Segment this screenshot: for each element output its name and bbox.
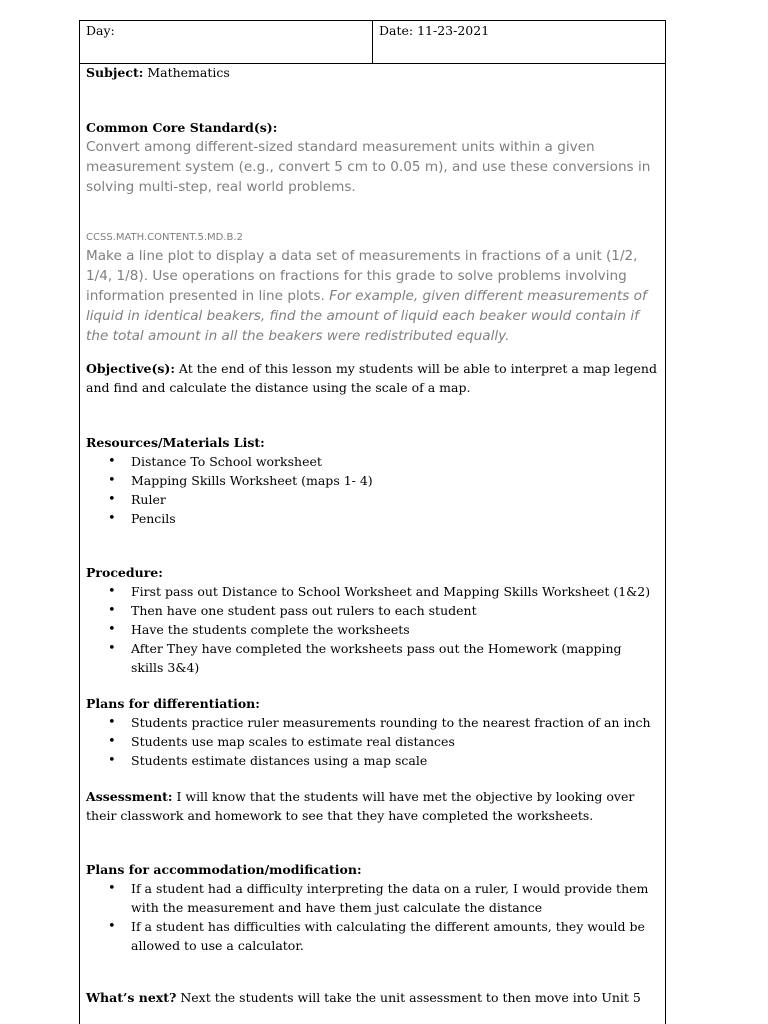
standard-code: CCSS.MATH.CONTENT.5.MD.B.2 [86, 232, 243, 243]
list-item: • If a student has difficulties with calculating the different amounts, they would be allowed to use a calculator. [86, 917, 661, 955]
list-item: • Have the students complete the worksheets [86, 620, 661, 639]
standards-text-2-italic: For example, given different measurements of liquid in identical beakers, find the amount of liquid each beaker would contain if the total amount in all the beakers were redistributed equally. [86, 288, 647, 344]
assessment-text: I will know that the students will have met the objective by looking over their classwork and homework to see that they have completed the worksheets. [86, 789, 635, 823]
whats-next-text: Next the students will take the unit assessment to then move into Unit 5 [180, 990, 641, 1005]
whats-next-label: What’s next? [86, 990, 177, 1005]
day-label: Day: [86, 23, 115, 38]
accommodation-list [86, 879, 661, 955]
standards-text-2 [86, 246, 661, 346]
subject-value: Mathematics [147, 65, 230, 80]
standards-text-1: Convert among different-sized standard measurement units within a given measurement system (e.g., convert 5 cm to 0.05 m), and use these conversions in solving multi-step, real world problems. [86, 139, 651, 195]
list-item: • Distance To School worksheet [86, 452, 373, 471]
standards-label: Common Core Standard(s): [86, 120, 278, 135]
procedure-label: Procedure: [86, 565, 163, 580]
lesson-plan-page [79, 20, 666, 1024]
assessment-label: Assessment: [86, 789, 173, 804]
subject-label: Subject: [86, 65, 144, 80]
procedure-list [86, 582, 661, 677]
standards-text-2-main: Make a line plot to display a data set of measurements in fractions of a unit (1/2, 1/4, 1/8). Use operations on fractions for this grade to solve problems involving information presented in line plots. [86, 248, 638, 304]
resources-label: Resources/Materials List: [86, 435, 265, 450]
date-value: 11-23-2021 [417, 23, 490, 38]
resources-list [86, 452, 373, 528]
differentiation-list [86, 713, 661, 770]
subject-line [86, 63, 230, 82]
accommodation-label: Plans for accommodation/modification: [86, 862, 362, 877]
list-item: • Students practice ruler measurements rounding to the nearest fraction of an inch [86, 713, 661, 732]
objective-text: At the end of this lesson my students will be able to interpret a map legend and find and calculate the distance using the scale of a map. [86, 361, 657, 395]
assessment-line [86, 787, 661, 825]
day-cell [80, 21, 373, 63]
list-item: • Then have one student pass out rulers to each student [86, 601, 661, 620]
list-item: • Mapping Skills Worksheet (maps 1- 4) [86, 471, 373, 490]
list-item: • Students use map scales to estimate real distances [86, 732, 661, 751]
objective-line [86, 359, 661, 397]
differentiation-label: Plans for differentiation: [86, 696, 260, 711]
list-item: • Ruler [86, 490, 373, 509]
header-row [80, 21, 665, 64]
date-text [379, 23, 489, 38]
list-item: • If a student had a difficulty interpreting the data on a ruler, I would provide them with the measurement and have them just calculate the distance [86, 879, 661, 917]
list-item: • First pass out Distance to School Worksheet and Mapping Skills Worksheet (1&2) [86, 582, 661, 601]
list-item: • After They have completed the worksheets pass out the Homework (mapping skills 3&4) [86, 639, 661, 677]
date-label: Date: [379, 23, 414, 38]
list-item: • Pencils [86, 509, 373, 528]
date-cell [373, 21, 665, 63]
list-item: • Students estimate distances using a map scale [86, 751, 661, 770]
whats-next-line [86, 988, 661, 1007]
objective-label: Objective(s): [86, 361, 175, 376]
